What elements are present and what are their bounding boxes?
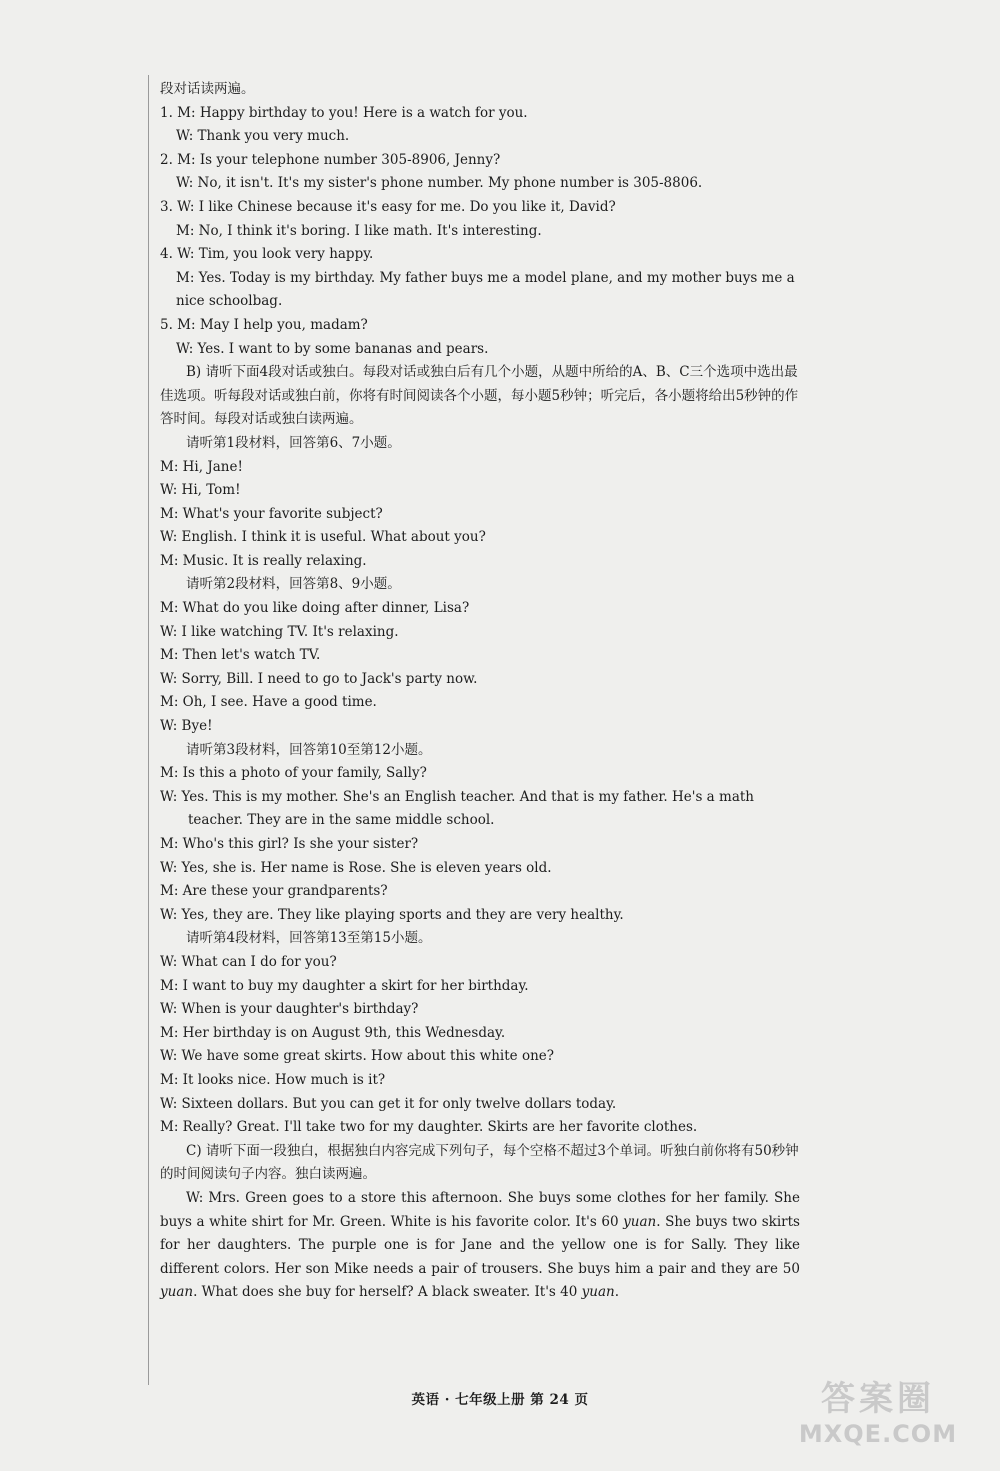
dialogue-line: 2. M: Is your telephone number 305-8906, Jenny?: [160, 151, 501, 168]
monologue-text: W: Mrs. Green goes to a store this afternoon. She buys some clothes for her family. She buys a white shirt for Mr. Green. White is his favorite color. It's 60: [160, 1189, 800, 1230]
dialogue-line: M: Is this a photo of your family, Sally?: [160, 765, 427, 782]
watermark-logo: [778, 1379, 978, 1459]
dialogue-line: M: Yes. Today is my birthday. My father buys me a model plane, and my mother buys me a nice schoolbag.: [176, 269, 795, 310]
dialogue-line: W: Thank you very much.: [176, 128, 350, 145]
material-heading: 请听第4段材料，回答第13至第15小题。: [186, 930, 432, 947]
dialogue-line: W: When is your daughter's birthday?: [160, 1001, 419, 1018]
dialogue-line: W: I like watching TV. It's relaxing.: [160, 623, 399, 640]
monologue-text: . What does she buy for herself? A black sweater. It's 40: [193, 1284, 582, 1301]
dialogue-line: M: What's your favorite subject?: [160, 505, 383, 522]
dialogue-line: W: Yes, they are. They like playing sports and they are very healthy.: [160, 906, 624, 923]
dialogue-line: M: Then let's watch TV.: [160, 647, 321, 664]
dialogue-line: M: Who's this girl? Is she your sister?: [160, 836, 419, 852]
monologue-text: . She buys two skirts for her daughters. The purple one is for Jane and the yellow one is for Sally. They like different colors. Her son Mike needs a pair of trousers. She buys him a pair and they are 50: [160, 1213, 800, 1277]
material-heading: 请听第1段材料，回答第6、7小题。: [186, 434, 401, 451]
material-heading: 请听第3段材料，回答第10至第12小题。: [186, 741, 432, 758]
watermark-bottom: MXQE.COM: [798, 1420, 958, 1448]
dialogue-line: W: No, it isn't. It's my sister's phone number. My phone number is 305-8806.: [176, 175, 703, 192]
dialogue-line: 3. W: I like Chinese because it's easy for me. Do you like it, David?: [160, 198, 616, 215]
dialogue-line: W: Yes, she is. Her name is Rose. She is eleven years old.: [160, 859, 552, 876]
dialogue-line: M: No, I think it's boring. I like math. It's interesting.: [176, 222, 542, 239]
dialogue-line: W: Hi, Tom!: [160, 482, 241, 499]
dialogue-line: 1. M: Happy birthday to you! Here is a watch for you.: [160, 104, 528, 121]
dialogue-line: M: Hi, Jane!: [160, 458, 243, 475]
dialogue-line: 4. W: Tim, you look very happy.: [160, 246, 374, 263]
yuan-italic: yuan: [581, 1284, 615, 1301]
dialogue-line: M: Music. It is really relaxing.: [160, 552, 367, 569]
dialogue-line: M: Oh, I see. Have a good time.: [160, 694, 377, 711]
yuan-italic: yuan: [160, 1284, 194, 1301]
transcript-body: [160, 78, 800, 1305]
dialogue-line: W: Sixteen dollars. But you can get it for only twelve dollars today.: [160, 1095, 617, 1112]
dialogue-line: 5. M: May I help you, madam?: [160, 316, 368, 333]
section-heading-tail: 段对话读两遍。: [160, 81, 255, 97]
page-footer: 英语 · 七年级上册 第 24 页: [411, 1392, 589, 1408]
dialogue-line: W: Sorry, Bill. I need to go to Jack's party now.: [160, 670, 478, 687]
dialogue-line: M: Her birthday is on August 9th, this Wednesday.: [160, 1024, 506, 1041]
dialogue-line: W: Bye!: [160, 718, 213, 735]
margin-rule: [148, 75, 149, 1385]
monologue-text: .: [614, 1284, 619, 1301]
dialogue-line: M: I want to buy my daughter a skirt for her birthday.: [160, 977, 529, 994]
dialogue-line: M: It looks nice. How much is it?: [160, 1071, 386, 1088]
dialogue-line: W: Yes. This is my mother. She's an English teacher. And that is my father. He's a math teacher. They are in the same middle school.: [160, 788, 754, 829]
dialogue-line: M: Really? Great. I'll take two for my daughter. Skirts are her favorite clothes.: [160, 1119, 698, 1136]
dialogue-line: W: Yes. I want to by some bananas and pears.: [176, 340, 489, 357]
section-b-instructions: B) 请听下面4段对话或独白。每段对话或独白后有几个小题，从题中所给的A、B、C三个选项中选出最佳选项。听每段对话或独白前，你将有时间阅读各个小题，每小题5秒钟；听完后，各小题将给出5秒钟的作答时间。每段对话或独白读两遍。: [160, 364, 799, 428]
yuan-italic: yuan: [623, 1213, 657, 1230]
watermark-top: 答案圈: [821, 1379, 935, 1419]
dialogue-line: W: English. I think it is useful. What about you?: [160, 529, 486, 546]
dialogue-line: W: We have some great skirts. How about this white one?: [160, 1048, 555, 1065]
dialogue-line: M: What do you like doing after dinner, Lisa?: [160, 600, 470, 617]
monologue-paragraph: [160, 1187, 800, 1305]
dialogue-line: W: What can I do for you?: [160, 953, 337, 970]
dialogue-line: M: Are these your grandparents?: [160, 883, 388, 900]
section-c-instructions: C) 请听下面一段独白，根据独白内容完成下列句子，每个空格不超过3个单词。听独白前你将有50秒钟的时间阅读句子内容。独白读两遍。: [160, 1142, 799, 1183]
material-heading: 请听第2段材料，回答第8、9小题。: [186, 576, 401, 593]
